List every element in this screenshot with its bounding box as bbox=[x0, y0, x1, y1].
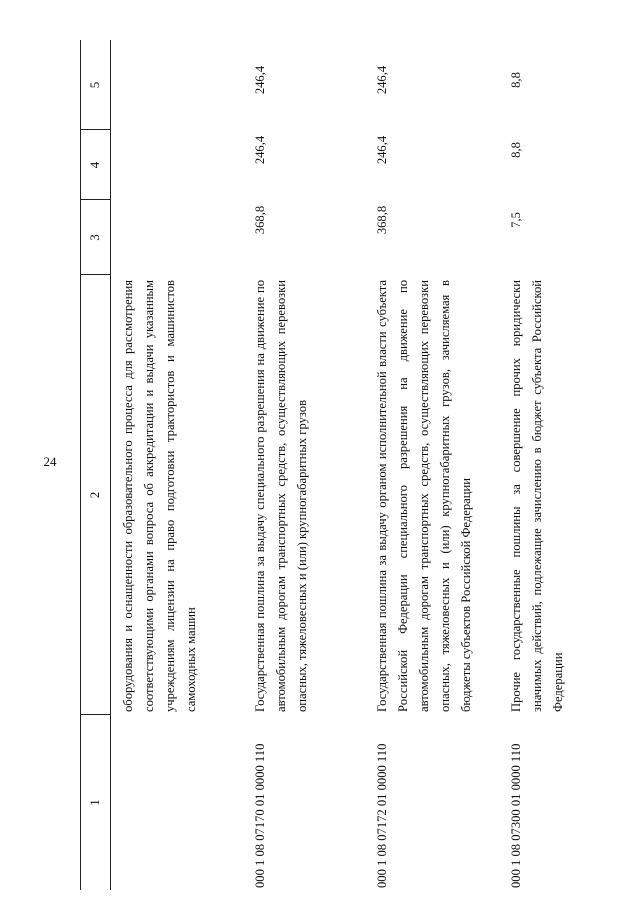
header-bottom-border bbox=[110, 40, 111, 890]
header-col-3: 3 bbox=[87, 234, 102, 241]
row-description: Государственная пошлина за выдачу специального разрешения на движение по автомобильным дорогам транспортных средств, осуществляющих перевозки опасных, тяжеловесных и (или) крупногабаритных грузов bbox=[253, 280, 309, 712]
row-value-col5: 246,4 bbox=[253, 65, 267, 95]
row-value-col5: 8,8 bbox=[509, 72, 523, 88]
row-value-col3: 7,5 bbox=[509, 212, 523, 228]
page-number: 24 bbox=[43, 454, 57, 469]
row-value-col3: 368,8 bbox=[253, 205, 267, 235]
rotated-page-area bbox=[80, 40, 590, 890]
row-value-col3: 368,8 bbox=[375, 205, 389, 235]
row-description: Прочие государственные пошлины за совершение прочих юридически значимых действий, подлежащие зачислению в бюджет субъекта Российской Федерации bbox=[509, 280, 565, 712]
row-code: 000 1 08 07172 01 0000 110 bbox=[375, 743, 389, 888]
row-description: Государственная пошлина за выдачу органом исполнительной власти субъекта Российской Федерации специального разрешения на движение по автомобильным дорогам транспортных средств, осуществляющих перевозки опасных, тяжеловесных и (или) крупногабаритных грузов, зачисляемая в бюджеты субъектов Российской Федерации bbox=[375, 280, 473, 712]
header-col-5: 5 bbox=[87, 81, 102, 89]
row-value-col5: 246,4 bbox=[375, 65, 389, 95]
row-value-col4: 246,4 bbox=[253, 135, 267, 165]
row-value-col4: 8,8 bbox=[509, 142, 523, 158]
header-col-1: 1 bbox=[87, 799, 102, 806]
row-value-col4: 246,4 bbox=[375, 135, 389, 165]
row-code: 000 1 08 07300 01 0000 110 bbox=[509, 743, 523, 888]
header-col-2: 2 bbox=[87, 491, 102, 499]
header-col-4: 4 bbox=[87, 161, 102, 169]
revenue-table bbox=[80, 40, 590, 890]
row-description: оборудования и оснащенности образовательного процесса для рассмотрения соответствующими органами вопроса об аккредитации и выдачи указанным учреждениям лицензии на право подготовки трактористов и машинистов самоходных машин bbox=[121, 280, 198, 712]
row-code: 000 1 08 07170 01 0000 110 bbox=[253, 743, 267, 888]
